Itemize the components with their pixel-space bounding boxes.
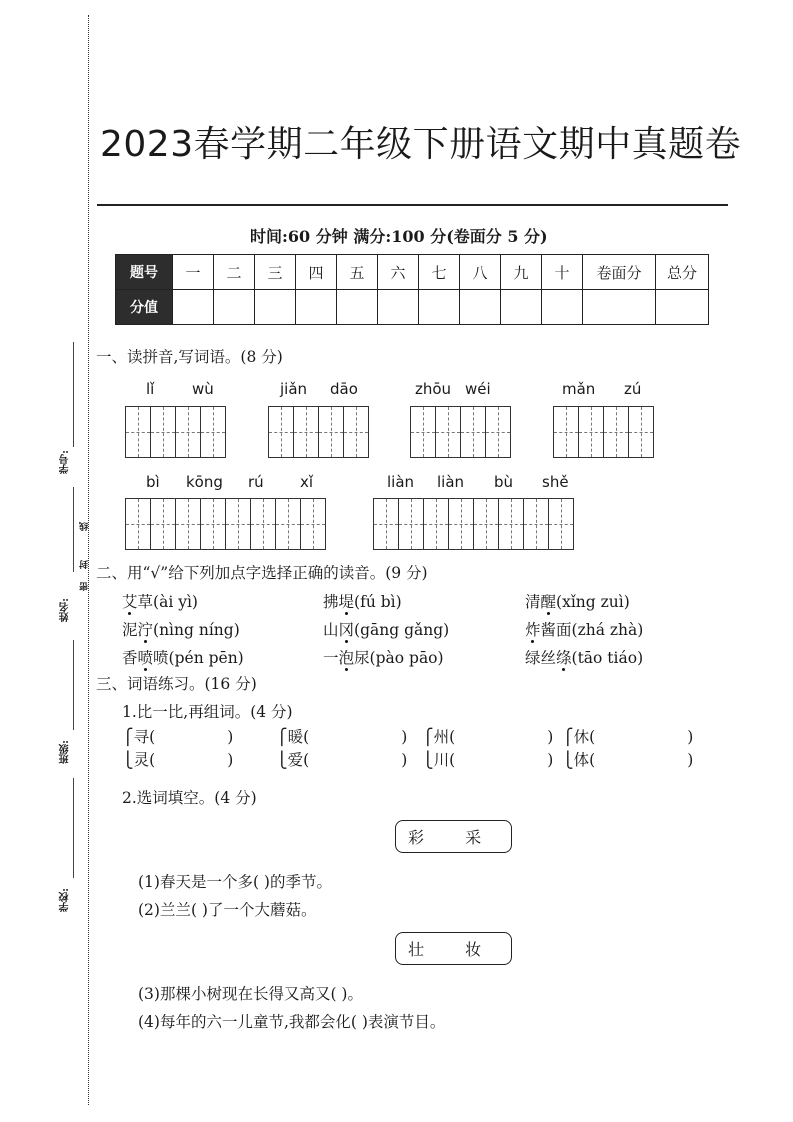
col-1: 一 (173, 255, 214, 290)
score-cell[interactable] (583, 290, 656, 325)
margin-class: 班级: (60, 740, 71, 764)
margin-mi: 密 (80, 582, 90, 591)
fill-question: (1)春天是一个多( )的季节。 (138, 873, 332, 891)
fill-question: (2)兰兰( )了一个大蘑菇。 (138, 901, 317, 919)
score-table (115, 254, 709, 325)
col-6: 六 (378, 255, 419, 290)
compare-pair: ⎧寻( ) ⎩灵( ) (122, 728, 234, 769)
score-head-label: 题号 (116, 255, 173, 290)
pinyin: bì (146, 473, 160, 491)
margin-rule-3 (73, 640, 74, 730)
col-3: 三 (255, 255, 296, 290)
reading-item: 拂堤(fú bì) (323, 593, 402, 611)
pinyin: kōng (186, 473, 223, 491)
reading-item: 泥泞(nìng níng) (122, 621, 240, 639)
writing-grid[interactable] (373, 498, 574, 550)
section2-heading: 二、用“√”给下列加点字选择正确的读音。(9 分) (96, 564, 428, 582)
col-10: 十 (542, 255, 583, 290)
score-table-value-row (116, 290, 709, 325)
margin-feng: 封 (80, 560, 90, 569)
score-value-label: 分值 (116, 290, 173, 325)
margin-rule-2 (73, 487, 74, 572)
score-cell[interactable] (214, 290, 255, 325)
writing-grid[interactable] (410, 406, 511, 458)
writing-grid[interactable] (553, 406, 654, 458)
pinyin: zú (624, 380, 642, 398)
page-title: 2023春学期二年级下册语文期中真题卷 (100, 124, 742, 165)
col-7: 七 (419, 255, 460, 290)
margin-xian: 线 (80, 522, 90, 531)
margin-name: 姓名: (60, 598, 71, 622)
col-neatness: 卷面分 (583, 255, 656, 290)
section3-heading: 三、词语练习。(16 分) (96, 675, 257, 693)
score-cell[interactable] (460, 290, 501, 325)
score-cell[interactable] (378, 290, 419, 325)
word-choice-box: 彩 采 (395, 820, 512, 853)
pinyin: xǐ (300, 473, 314, 491)
col-2: 二 (214, 255, 255, 290)
compare-pair: ⎧暖( ) ⎩爱( ) (276, 728, 408, 769)
pinyin: jiǎn (280, 380, 308, 398)
pinyin: bù (494, 473, 514, 491)
score-cell[interactable] (656, 290, 709, 325)
word-choice-box: 壮 妆 (395, 932, 512, 965)
margin-student-no: 学号: (60, 450, 71, 474)
reading-item: 绿丝绦(tāo tiáo) (525, 649, 644, 667)
score-table-header-row (116, 255, 709, 290)
score-cell[interactable] (173, 290, 214, 325)
reading-item: 一泡尿(pào pāo) (323, 649, 444, 667)
pinyin: shě (542, 473, 569, 491)
compare-pair: ⎧州( ) ⎩川( ) (422, 728, 554, 769)
section3-sub1: 1.比一比,再组词。(4 分) (122, 703, 293, 721)
col-total: 总分 (656, 255, 709, 290)
section3-sub2: 2.选词填空。(4 分) (122, 789, 257, 807)
writing-grid[interactable] (125, 498, 326, 550)
pinyin: wéi (465, 380, 491, 398)
writing-grid[interactable] (125, 406, 226, 458)
compare-pair: ⎧休( ) ⎩体( ) (562, 728, 694, 769)
pinyin: wù (192, 380, 214, 398)
score-cell[interactable] (419, 290, 460, 325)
margin-rule-4 (73, 778, 74, 878)
section1-heading: 一、读拼音,写词语。(8 分) (96, 348, 283, 366)
pinyin: zhōu (415, 380, 452, 398)
fill-question: (4)每年的六一儿童节,我都会化( )表演节目。 (138, 1013, 446, 1031)
col-8: 八 (460, 255, 501, 290)
margin-school: 学校: (60, 888, 71, 912)
reading-item: 香喷喷(pén pēn) (122, 649, 244, 667)
score-cell[interactable] (296, 290, 337, 325)
margin-rule-top (73, 342, 74, 447)
reading-item: 艾草(ài yì) (122, 593, 198, 611)
pinyin: lǐ (146, 380, 155, 398)
title-rule (97, 204, 728, 206)
score-cell[interactable] (337, 290, 378, 325)
reading-item: 炸酱面(zhá zhà) (525, 621, 644, 639)
score-cell[interactable] (255, 290, 296, 325)
pinyin: liàn (387, 473, 415, 491)
score-cell[interactable] (542, 290, 583, 325)
fill-question: (3)那棵小树现在长得又高又( )。 (138, 985, 363, 1003)
col-9: 九 (501, 255, 542, 290)
writing-grid[interactable] (268, 406, 369, 458)
pinyin: dāo (330, 380, 358, 398)
reading-item: 清醒(xǐng zuì) (525, 593, 630, 611)
time-info: 时间:60 分钟 满分:100 分(卷面分 5 分) (250, 227, 548, 246)
pinyin: mǎn (562, 380, 596, 398)
reading-item: 山冈(gāng gǎng) (323, 621, 450, 639)
col-5: 五 (337, 255, 378, 290)
col-4: 四 (296, 255, 337, 290)
pinyin: rú (248, 473, 264, 491)
pinyin: liàn (437, 473, 465, 491)
score-cell[interactable] (501, 290, 542, 325)
